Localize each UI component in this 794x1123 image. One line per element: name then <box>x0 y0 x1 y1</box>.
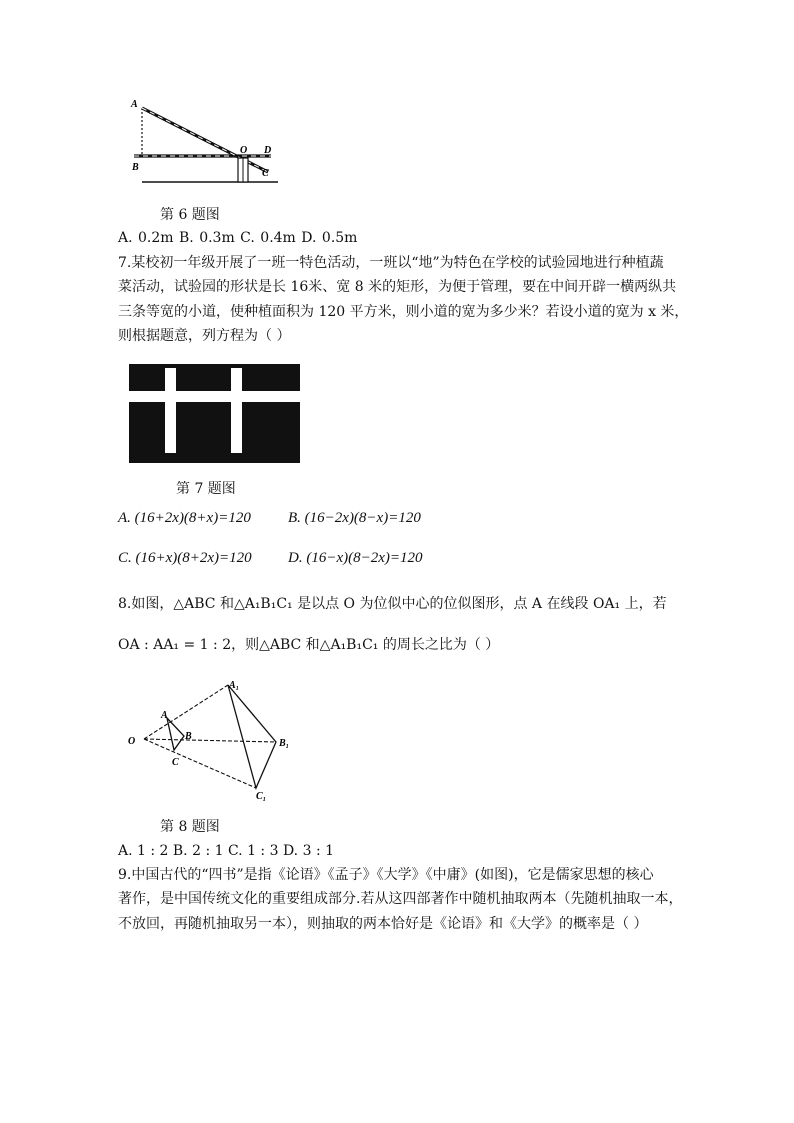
q8-label-a1: A₁ <box>229 680 240 691</box>
q6-figure <box>128 96 280 188</box>
q6-options: A. 0.2m B. 0.3m C. 0.4m D. 0.5m <box>118 230 358 246</box>
q8-ray-oc1 <box>144 739 256 788</box>
q7-line-3: 三条等宽的小道，使种植面积为 120 平方米，则小道的宽为多少米？若设小道的宽为 x 米， <box>118 304 689 320</box>
q7-vertical-path-left <box>165 368 176 453</box>
q9-line-3: 不放回，再随机抽取另一本），则抽取的两本恰好是《论语》和《大学》的概率是（ ） <box>118 916 648 932</box>
q8-label-o: O <box>128 736 136 747</box>
q7-line-2: 菜活动，试验园的形状是长 16米、宽 8 米的矩形，为便于管理，要在中间开辟一横两纵共 <box>118 279 677 295</box>
q8-ray-ob1 <box>144 739 276 742</box>
q6-label-d: D <box>264 145 272 156</box>
q9-line-2: 著作，是中国传统文化的重要组成部分.若从这四部著作中随机抽取两本（先随机抽取一本， <box>118 891 683 907</box>
q7-line-1: 7.某校初一年级开展了一班一特色活动，一班以“地”为特色在学校的试验园地进行种植蔬 <box>118 255 664 271</box>
q8-figure <box>124 676 296 802</box>
q7-option-a: A. (16+2x)(8+x)=120 <box>118 510 251 526</box>
q8-options: A. 1 : 2 B. 2 : 1 C. 1 : 3 D. 3 : 1 <box>118 843 335 859</box>
q8-label-c1: C₁ <box>256 791 267 802</box>
q9-line-1: 9.中国古代的“四书”是指《论语》《孟子》《大学》《中庸》(如图)，它是儒家思想的核心 <box>118 867 654 883</box>
q8-label-b1: B₁ <box>279 738 290 749</box>
q7-option-c: C. (16+x)(8+2x)=120 <box>118 550 252 566</box>
q6-label-b: B <box>132 162 139 173</box>
q7-vertical-path-right <box>231 368 242 453</box>
q6-caption: 第 6 题图 <box>160 207 220 223</box>
q8-caption: 第 8 题图 <box>160 819 220 835</box>
q7-option-d: D. (16−x)(8−2x)=120 <box>288 550 423 566</box>
q8-label-c: C <box>172 757 179 768</box>
q8-triangle-a1b1c1 <box>228 685 276 788</box>
q8-label-b: B <box>185 731 192 742</box>
q6-label-a: A <box>131 99 138 110</box>
q7-field <box>129 364 300 463</box>
q6-label-o: O <box>240 145 248 156</box>
q8-label-a: A <box>161 710 168 721</box>
q7-figure <box>129 364 301 464</box>
q7-line-4: 则根据题意，列方程为（ ） <box>118 328 291 344</box>
q8-line-2: OA : AA₁ = 1 : 2，则△ABC 和△A₁B₁C₁ 的周长之比为（ ） <box>118 637 500 653</box>
q7-option-b: B. (16−2x)(8−x)=120 <box>288 510 421 526</box>
q6-label-c: C <box>262 168 269 179</box>
q7-horizontal-path <box>129 391 300 402</box>
q7-caption: 第 7 题图 <box>176 481 236 497</box>
q8-line-1: 8.如图，△ABC 和△A₁B₁C₁ 是以点 O 为位似中心的位似图形，点 A 在线段 OA₁ 上，若 <box>118 596 667 612</box>
